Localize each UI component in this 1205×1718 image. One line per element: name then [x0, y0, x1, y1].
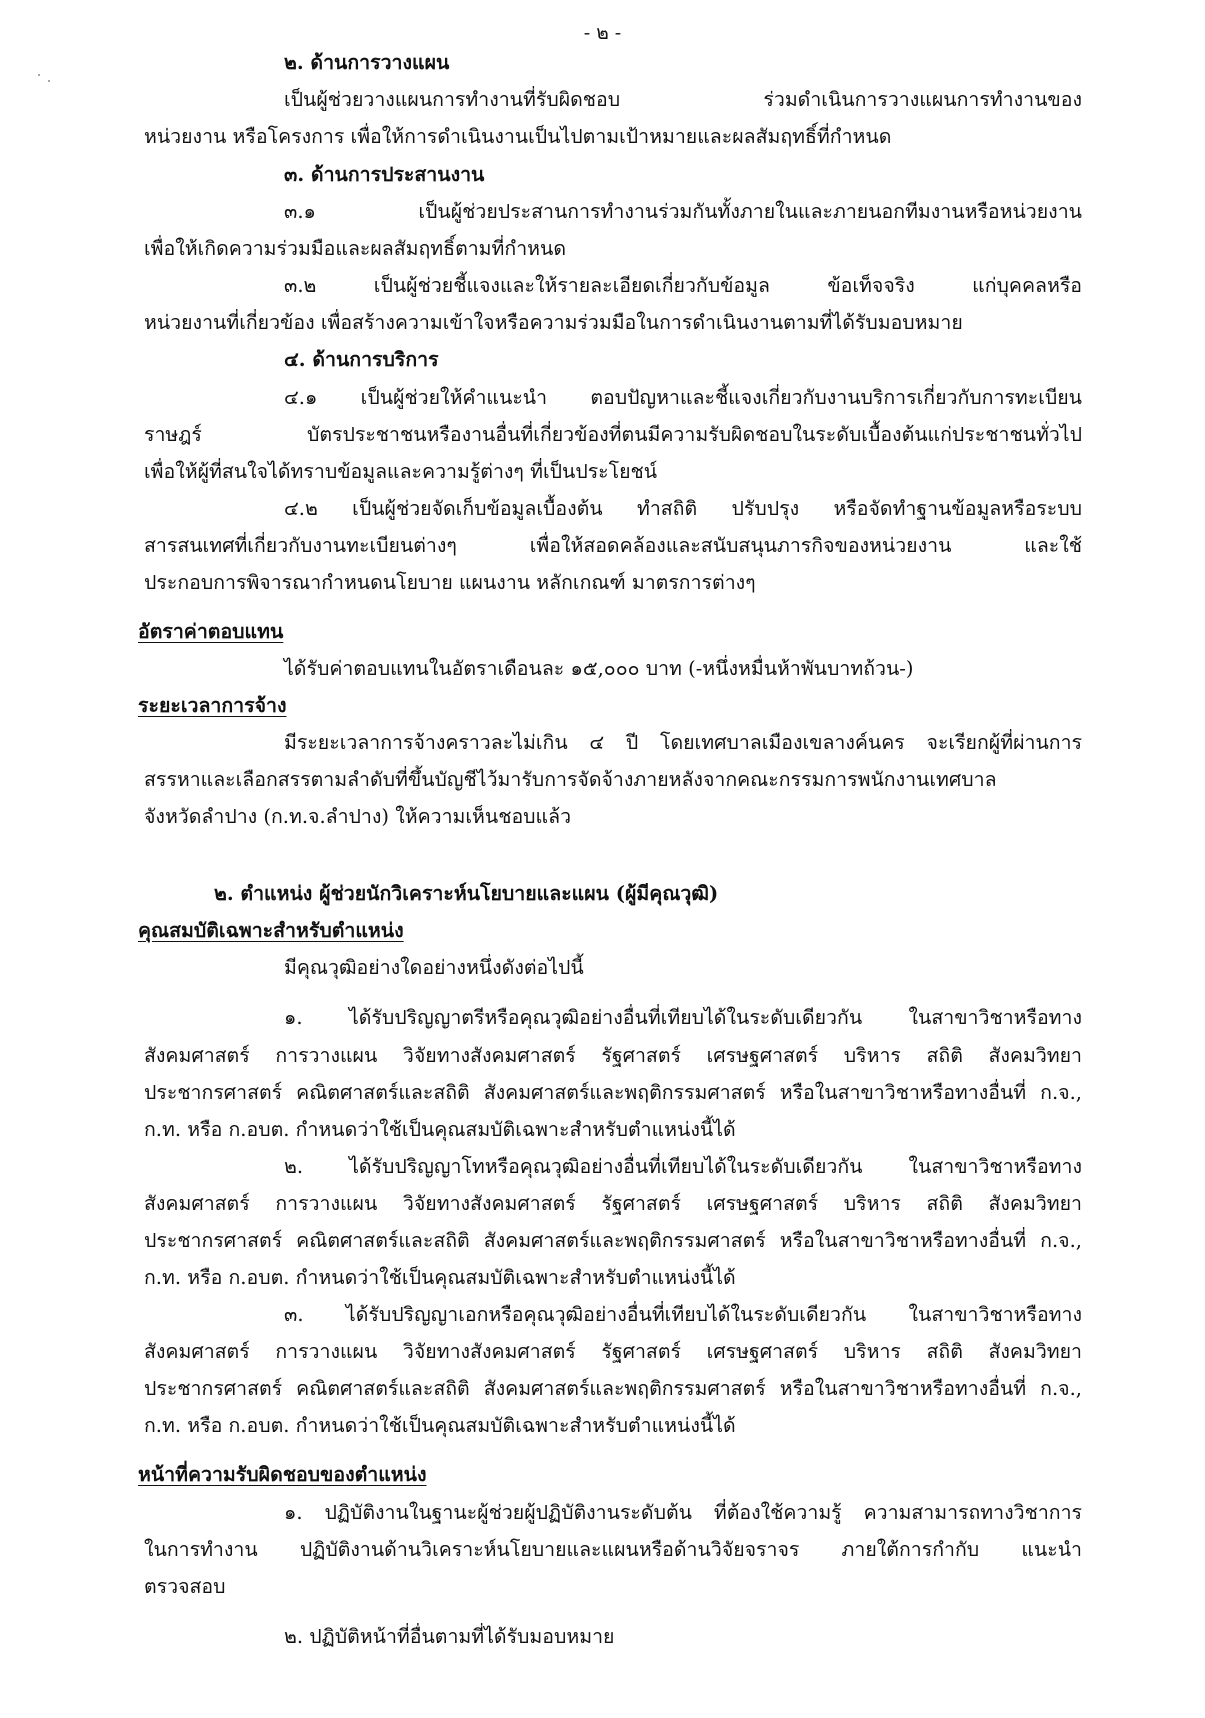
position-title: ๒. ตำแหน่ง ผู้ช่วยนักวิเคราะห์นโยบายและแผน (ผู้มีคุณวุฒิ) [214, 882, 719, 905]
paragraph-line: ในการทำงาน ปฏิบัติงานด้านวิเคราะห์นโยบายและแผนหรือด้านวิจัยจราจร ภายใต้การกำกับ แนะนำ [144, 1538, 1082, 1561]
paragraph-line: ๑. ได้รับปริญญาตรีหรือคุณวุฒิอย่างอื่นที่เทียบได้ในระดับเดียวกัน ในสาขาวิชาหรือทาง [284, 1006, 1082, 1029]
paragraph-line: สรรหาและเลือกสรรตามลำดับที่ขึ้นบัญชีไว้มารับการจัดจ้างภายหลังจากคณะกรรมการพนักงานเทศบาล [144, 768, 997, 791]
section-heading-coordination: ๓. ด้านการประสานงาน [284, 163, 485, 186]
paragraph-line: ๓.๑ เป็นผู้ช่วยประสานการทำงานร่วมกันทั้งภายในและภายนอกทีมงานหรือหน่วยงาน [284, 200, 1082, 223]
paragraph-line: หน่วยงานที่เกี่ยวข้อง เพื่อสร้างความเข้าใจหรือความร่วมมือในการดำเนินงานตามที่ได้รับมอบหมาย [144, 311, 963, 334]
paragraph-line: ประชากรศาสตร์ คณิตศาสตร์และสถิติ สังคมศาสตร์และพฤติกรรมศาสตร์ หรือในสาขาวิชาหรือทางอื่นที่ ก.จ., [144, 1229, 1082, 1252]
scan-speck [38, 74, 40, 76]
scan-speck [48, 80, 50, 82]
paragraph-line: ๔.๑ เป็นผู้ช่วยให้คำแนะนำ ตอบปัญหาและชี้แจงเกี่ยวกับงานบริการเกี่ยวกับการทะเบียน [284, 386, 1082, 409]
paragraph-line: สารสนเทศที่เกี่ยวกับงานทะเบียนต่างๆ เพื่อให้สอดคล้องและสนับสนุนภารกิจของหน่วยงาน และใช้ [144, 534, 1082, 557]
paragraph-line: ประชากรศาสตร์ คณิตศาสตร์และสถิติ สังคมศาสตร์และพฤติกรรมศาสตร์ หรือในสาขาวิชาหรือทางอื่นที่ ก.จ., [144, 1081, 1082, 1104]
paragraph-line: ก.ท. หรือ ก.อบต. กำหนดว่าใช้เป็นคุณสมบัติเฉพาะสำหรับตำแหน่งนี้ได้ [144, 1414, 736, 1437]
compensation-heading: อัตราค่าตอบแทน [138, 620, 284, 643]
paragraph-line: สังคมศาสตร์ การวางแผน วิจัยทางสังคมศาสตร์ รัฐศาสตร์ เศรษฐศาสตร์ บริหาร สถิติ สังคมวิทยา [144, 1192, 1082, 1215]
paragraph-line: ตรวจสอบ [144, 1575, 226, 1598]
paragraph-line: ๓.๒ เป็นผู้ช่วยชี้แจงและให้รายละเอียดเกี่ยวกับข้อมูล ข้อเท็จจริง แก่บุคคลหรือ [284, 274, 1082, 297]
qualification-intro: มีคุณวุฒิอย่างใดอย่างหนึ่งดังต่อไปนี้ [284, 956, 584, 979]
page-number: - ๒ - [583, 22, 622, 44]
section-heading-planning: ๒. ด้านการวางแผน [284, 51, 450, 74]
qualification-heading: คุณสมบัติเฉพาะสำหรับตำแหน่ง [138, 919, 404, 942]
paragraph-line: ประกอบการพิจารณากำหนดนโยบาย แผนงาน หลักเกณฑ์ มาตรการต่างๆ [144, 571, 756, 594]
paragraph-line: ราษฎร์ บัตรประชาชนหรืองานอื่นที่เกี่ยวข้องที่ตนมีความรับผิดชอบในระดับเบื้องต้นแก่ประชาชนทั่วไป [144, 423, 1082, 446]
paragraph-line: ประชากรศาสตร์ คณิตศาสตร์และสถิติ สังคมศาสตร์และพฤติกรรมศาสตร์ หรือในสาขาวิชาหรือทางอื่นที่ ก.จ., [144, 1377, 1082, 1400]
paragraph-line: สังคมศาสตร์ การวางแผน วิจัยทางสังคมศาสตร์ รัฐศาสตร์ เศรษฐศาสตร์ บริหาร สถิติ สังคมวิทยา [144, 1044, 1082, 1067]
duties-heading: หน้าที่ความรับผิดชอบของตำแหน่ง [138, 1463, 427, 1486]
paragraph-line: เพื่อให้ผู้ที่สนใจได้ทราบข้อมูลและความรู้ต่างๆ ที่เป็นประโยชน์ [144, 460, 658, 483]
paragraph-line: จังหวัดลำปาง (ก.ท.จ.ลำปาง) ให้ความเห็นชอบแล้ว [144, 805, 572, 828]
paragraph-line: ก.ท. หรือ ก.อบต. กำหนดว่าใช้เป็นคุณสมบัติเฉพาะสำหรับตำแหน่งนี้ได้ [144, 1266, 736, 1289]
paragraph-line: ๑. ปฏิบัติงานในฐานะผู้ช่วยผู้ปฏิบัติงานระดับต้น ที่ต้องใช้ความรู้ ความสามารถทางวิชาการ [284, 1501, 1082, 1524]
paragraph-line: ๔.๒ เป็นผู้ช่วยจัดเก็บข้อมูลเบื้องต้น ทำสถิติ ปรับปรุง หรือจัดทำฐานข้อมูลหรือระบบ [284, 497, 1082, 520]
paragraph-line: ๒. ได้รับปริญญาโทหรือคุณวุฒิอย่างอื่นที่เทียบได้ในระดับเดียวกัน ในสาขาวิชาหรือทาง [284, 1155, 1082, 1178]
paragraph-line: เป็นผู้ช่วยวางแผนการทำงานที่รับผิดชอบ ร่วมดำเนินการวางแผนการทำงานของ [284, 88, 1082, 111]
compensation-text: ได้รับค่าตอบแทนในอัตราเดือนละ ๑๕,๐๐๐ บาท (-หนึ่งหมื่นห้าพันบาทถ้วน-) [284, 657, 914, 680]
paragraph-line: มีระยะเวลาการจ้างคราวละไม่เกิน ๔ ปี โดยเทศบาลเมืองเขลางค์นคร จะเรียกผู้ที่ผ่านการ [284, 731, 1082, 754]
paragraph-line: ก.ท. หรือ ก.อบต. กำหนดว่าใช้เป็นคุณสมบัติเฉพาะสำหรับตำแหน่งนี้ได้ [144, 1118, 736, 1141]
paragraph-line: หน่วยงาน หรือโครงการ เพื่อให้การดำเนินงานเป็นไปตามเป้าหมายและผลสัมฤทธิ์ที่กำหนด [144, 125, 892, 148]
employment-period-heading: ระยะเวลาการจ้าง [138, 694, 287, 717]
paragraph-line: เพื่อให้เกิดความร่วมมือและผลสัมฤทธิ์ตามที่กำหนด [144, 237, 566, 260]
paragraph-line: ๓. ได้รับปริญญาเอกหรือคุณวุฒิอย่างอื่นที่เทียบได้ในระดับเดียวกัน ในสาขาวิชาหรือทาง [284, 1303, 1082, 1326]
paragraph-line: ๒. ปฏิบัติหน้าที่อื่นตามที่ได้รับมอบหมาย [284, 1625, 615, 1648]
paragraph-line: สังคมศาสตร์ การวางแผน วิจัยทางสังคมศาสตร์ รัฐศาสตร์ เศรษฐศาสตร์ บริหาร สถิติ สังคมวิทยา [144, 1340, 1082, 1363]
section-heading-service: ๔. ด้านการบริการ [284, 348, 439, 371]
